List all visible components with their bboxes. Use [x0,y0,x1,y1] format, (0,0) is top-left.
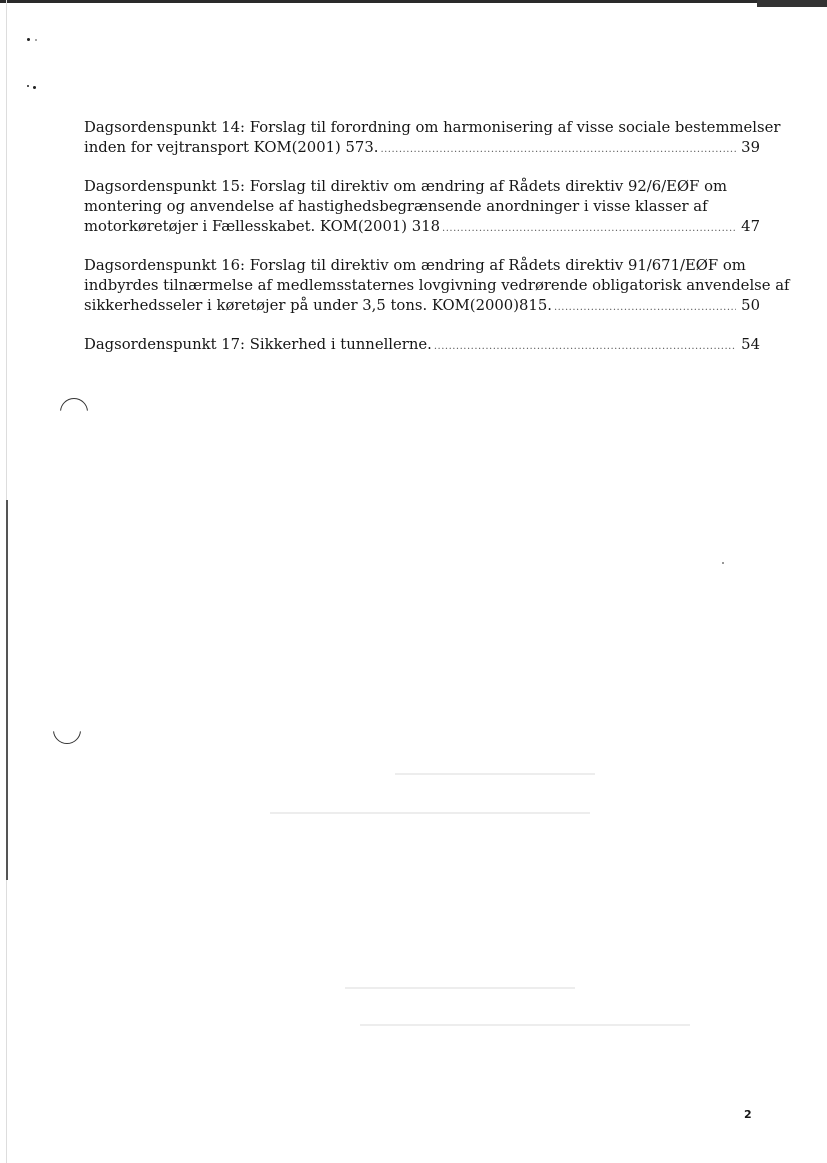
scan-smudge [395,773,595,775]
scan-smudge [360,1024,690,1026]
toc-entry-text: Dagsordenspunkt 16: Forslag til direktiv om ændring af Rådets direktiv 91/671/EØF om [84,257,746,274]
toc-entry-text: Dagsordenspunkt 14: Forslag til forordning om harmonisering af visse sociale bestemmelser [84,119,781,136]
punch-hole-mark [60,398,88,426]
dot-leader [380,140,736,160]
dot-leader [554,298,736,318]
scan-speck [722,562,724,564]
toc-entry [84,177,760,239]
scan-speck [27,85,29,87]
scan-top-rule-mark [757,0,827,7]
toc-entry-text: motorkøretøjer i Fællesskabet. KOM(2001) 318 [84,218,441,235]
toc-page-number: 47 [741,218,760,235]
toc-entry-last-line [84,296,760,318]
scan-top-rule [0,0,827,3]
scan-smudge [345,987,575,989]
toc-entry-text: Dagsordenspunkt 15: Forslag til direktiv om ændring af Rådets direktiv 92/6/EØF om [84,178,728,195]
dot-leader [434,337,736,357]
scan-speck [35,39,37,41]
toc-page-number: 39 [741,139,760,156]
toc-entry [84,256,790,318]
toc-entry-text: indbyrdes tilnærmelse af medlemsstaternes lovgivning vedrørende obligatorisk anvendelse af [84,277,790,294]
scan-speck [27,38,30,41]
scan-speck [33,86,36,89]
toc-entry-last-line [84,217,760,239]
page-number: 2 [744,1108,752,1121]
toc-entry-last-line [84,335,760,357]
toc-entry [84,335,760,357]
toc-page-number: 54 [741,336,760,353]
dot-leader [442,219,736,239]
toc-entry-text: sikkerhedsseler i køretøjer på under 3,5 tons. KOM(2000)815. [84,297,552,314]
table-of-contents [84,118,790,357]
toc-entry-text: inden for vejtransport KOM(2001) 573. [84,139,379,156]
toc-page-number: 50 [741,297,760,314]
punch-hole-mark [53,716,81,744]
toc-entry-last-line [84,138,760,160]
toc-entry [84,118,781,160]
toc-entry-text: Dagsordenspunkt 17: Sikkerhed i tunnellerne. [84,336,432,353]
scan-smudge [270,812,590,814]
scan-left-bar [6,500,8,880]
toc-entry-text: montering og anvendelse af hastighedsbegrænsende anordninger i visse klasser af [84,198,708,215]
